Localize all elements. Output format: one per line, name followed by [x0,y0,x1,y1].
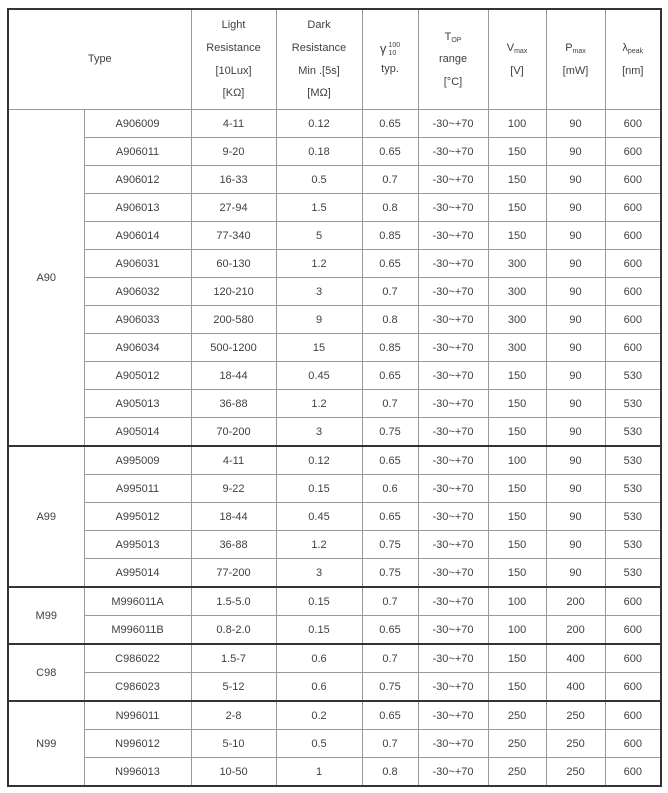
dark-resistance-cell: 1.2 [276,531,362,559]
part-number-cell: A995012 [84,503,191,531]
part-number-cell: A995009 [84,446,191,475]
table-row [8,559,661,588]
gamma-cell: 0.85 [362,222,418,250]
top-range-cell: -30~+70 [418,701,488,730]
vmax-cell: 250 [488,758,546,787]
pmax-cell: 90 [546,531,605,559]
lambda-peak-cell: 600 [605,758,661,787]
col-pmax: $P_{max}$ [mW] [546,9,605,110]
part-number-cell: N996013 [84,758,191,787]
pmax-cell: 90 [546,138,605,166]
pmax-cell: 90 [546,446,605,475]
top-range-cell: -30~+70 [418,194,488,222]
top-range-cell: -30~+70 [418,503,488,531]
lambda-peak-cell: 600 [605,166,661,194]
light-resistance-cell: 0.8-2.0 [191,616,276,645]
vmax-cell: 150 [488,138,546,166]
lambda-peak-cell: 600 [605,222,661,250]
vmax-cell: 150 [488,559,546,588]
light-resistance-cell: 4-11 [191,110,276,138]
table-row [8,446,661,475]
top-range-cell: -30~+70 [418,673,488,702]
type-group-cell: A90 [8,110,84,447]
table-body [8,110,661,787]
vmax-cell: 100 [488,446,546,475]
vmax-cell: 150 [488,166,546,194]
pmax-cell: 90 [546,390,605,418]
light-resistance-cell: 18-44 [191,503,276,531]
part-number-cell: M996011A [84,587,191,616]
gamma-cell: 0.65 [362,362,418,390]
table-row [8,390,661,418]
part-number-cell: A906013 [84,194,191,222]
top-range-cell: -30~+70 [418,418,488,447]
top-range-cell: -30~+70 [418,110,488,138]
dark-resistance-cell: 1.2 [276,250,362,278]
vmax-cell: 100 [488,587,546,616]
part-number-cell: A906011 [84,138,191,166]
col-lambda-peak: $\lambda_{peak}$ [nm] [605,9,661,110]
light-resistance-cell: 9-20 [191,138,276,166]
specs-table [7,8,662,787]
part-number-cell: A905014 [84,418,191,447]
part-number-cell: A906014 [84,222,191,250]
gamma-cell: 0.65 [362,138,418,166]
light-resistance-cell: 36-88 [191,390,276,418]
lambda-peak-cell: 600 [605,730,661,758]
part-number-cell: A906009 [84,110,191,138]
pmax-cell: 90 [546,250,605,278]
vmax-cell: 150 [488,362,546,390]
light-resistance-cell: 10-50 [191,758,276,787]
pmax-cell: 90 [546,503,605,531]
part-number-cell: N996011 [84,701,191,730]
dark-resistance-cell: 0.6 [276,673,362,702]
light-resistance-cell: 5-10 [191,730,276,758]
dark-resistance-cell: 0.5 [276,730,362,758]
top-range-cell: -30~+70 [418,559,488,588]
dark-resistance-cell: 0.45 [276,362,362,390]
gamma-cell: 0.7 [362,166,418,194]
table-row [8,503,661,531]
part-number-cell: A906032 [84,278,191,306]
light-resistance-cell: 60-130 [191,250,276,278]
pmax-cell: 90 [546,362,605,390]
top-range-cell: -30~+70 [418,334,488,362]
light-resistance-cell: 77-200 [191,559,276,588]
dark-resistance-cell: 9 [276,306,362,334]
lambda-peak-cell: 600 [605,587,661,616]
top-range-cell: -30~+70 [418,278,488,306]
part-number-cell: C986022 [84,644,191,673]
top-range-cell: -30~+70 [418,362,488,390]
lambda-peak-cell: 600 [605,334,661,362]
light-resistance-cell: 1.5-7 [191,644,276,673]
vmax-cell: 100 [488,616,546,645]
lambda-peak-cell: 530 [605,475,661,503]
table-row [8,587,661,616]
gamma-cell: 0.85 [362,334,418,362]
part-number-cell: A906031 [84,250,191,278]
gamma-cell: 0.8 [362,758,418,787]
table-row [8,418,661,447]
header-row [8,9,661,110]
vmax-cell: 300 [488,306,546,334]
pmax-cell: 250 [546,730,605,758]
type-group-cell: C98 [8,644,84,701]
table-row [8,306,661,334]
table-row [8,194,661,222]
light-resistance-cell: 2-8 [191,701,276,730]
table-row [8,701,661,730]
type-group-cell: N99 [8,701,84,786]
datasheet-page [0,8,668,793]
gamma-symbol: γ 100 10 [379,40,401,57]
gamma-cell: 0.65 [362,250,418,278]
lambda-peak-cell: 600 [605,110,661,138]
vmax-cell: 150 [488,531,546,559]
type-group-cell: M99 [8,587,84,644]
gamma-cell: 0.7 [362,730,418,758]
table-row [8,166,661,194]
col-dark-resistance: Dark Resistance Min .[5s] [MΩ] [276,9,362,110]
table-row [8,250,661,278]
gamma-cell: 0.65 [362,503,418,531]
dark-resistance-cell: 0.15 [276,616,362,645]
top-range-cell: -30~+70 [418,166,488,194]
table-row [8,730,661,758]
dark-resistance-cell: 0.12 [276,446,362,475]
pmax-cell: 250 [546,701,605,730]
pmax-cell: 400 [546,644,605,673]
lambda-peak-cell: 600 [605,616,661,645]
lambda-peak-cell: 600 [605,673,661,702]
pmax-cell: 90 [546,559,605,588]
pmax-cell: 90 [546,278,605,306]
gamma-cell: 0.65 [362,446,418,475]
table-row [8,138,661,166]
col-vmax: $V_{max}$ [V] [488,9,546,110]
vmax-cell: 150 [488,222,546,250]
gamma-cell: 0.7 [362,390,418,418]
light-resistance-cell: 5-12 [191,673,276,702]
dark-resistance-cell: 1 [276,758,362,787]
pmax-cell: 90 [546,334,605,362]
top-range-cell: -30~+70 [418,138,488,166]
light-resistance-cell: 27-94 [191,194,276,222]
lambda-peak-cell: 600 [605,306,661,334]
light-resistance-cell: 1.5-5.0 [191,587,276,616]
top-range-cell: -30~+70 [418,446,488,475]
gamma-cell: 0.8 [362,194,418,222]
pmax-cell: 90 [546,418,605,447]
dark-resistance-cell: 0.18 [276,138,362,166]
pmax-cell: 200 [546,616,605,645]
lambda-peak-cell: 600 [605,644,661,673]
gamma-cell: 0.7 [362,587,418,616]
dark-resistance-cell: 0.6 [276,644,362,673]
table-row [8,673,661,702]
part-number-cell: N996012 [84,730,191,758]
part-number-cell: A995014 [84,559,191,588]
lambda-peak-cell: 530 [605,503,661,531]
lambda-peak-cell: 530 [605,531,661,559]
lambda-peak-cell: 600 [605,278,661,306]
table-row [8,222,661,250]
gamma-cell: 0.65 [362,701,418,730]
lambda-peak-cell: 600 [605,250,661,278]
gamma-typ-label: typ. [381,62,399,75]
table-row [8,334,661,362]
vmax-cell: 300 [488,334,546,362]
top-range-cell: -30~+70 [418,644,488,673]
lambda-peak-cell: 530 [605,362,661,390]
light-resistance-cell: 18-44 [191,362,276,390]
part-number-cell: A905012 [84,362,191,390]
dark-resistance-cell: 3 [276,418,362,447]
lambda-peak-cell: 530 [605,446,661,475]
top-range-cell: -30~+70 [418,730,488,758]
table-row [8,475,661,503]
lambda-peak-cell: 530 [605,390,661,418]
dark-resistance-cell: 15 [276,334,362,362]
part-number-cell: A906033 [84,306,191,334]
pmax-cell: 90 [546,166,605,194]
dark-resistance-cell: 1.2 [276,390,362,418]
part-number-cell: A905013 [84,390,191,418]
vmax-cell: 150 [488,194,546,222]
part-number-cell: A906034 [84,334,191,362]
vmax-cell: 250 [488,701,546,730]
light-resistance-cell: 77-340 [191,222,276,250]
lambda-peak-cell: 600 [605,701,661,730]
dark-resistance-cell: 3 [276,559,362,588]
vmax-cell: 150 [488,475,546,503]
top-range-cell: -30~+70 [418,390,488,418]
top-range-cell: -30~+70 [418,587,488,616]
vmax-cell: 150 [488,673,546,702]
vmax-cell: 150 [488,390,546,418]
gamma-cell: 0.65 [362,616,418,645]
light-resistance-cell: 500-1200 [191,334,276,362]
dark-resistance-cell: 0.15 [276,475,362,503]
vmax-cell: 250 [488,730,546,758]
part-number-cell: A906012 [84,166,191,194]
dark-resistance-cell: 0.15 [276,587,362,616]
top-range-cell: -30~+70 [418,616,488,645]
pmax-cell: 90 [546,222,605,250]
light-resistance-cell: 4-11 [191,446,276,475]
vmax-cell: 150 [488,644,546,673]
pmax-cell: 90 [546,194,605,222]
col-type: Type [8,9,191,110]
table-row [8,758,661,787]
pmax-cell: 90 [546,475,605,503]
top-range-cell: -30~+70 [418,222,488,250]
gamma-cell: 0.75 [362,673,418,702]
gamma-cell: 0.7 [362,278,418,306]
col-light-resistance: Light Resistance [10Lux] [KΩ] [191,9,276,110]
pmax-cell: 250 [546,758,605,787]
lambda-peak-cell: 530 [605,559,661,588]
top-range-cell: -30~+70 [418,250,488,278]
top-range-cell: -30~+70 [418,475,488,503]
vmax-cell: 150 [488,503,546,531]
lambda-peak-cell: 530 [605,418,661,447]
part-number-cell: A995013 [84,531,191,559]
table-header [8,9,661,110]
pmax-cell: 200 [546,587,605,616]
lambda-peak-cell: 600 [605,138,661,166]
vmax-cell: 300 [488,250,546,278]
table-row [8,616,661,645]
col-gamma [362,9,418,110]
light-resistance-cell: 200-580 [191,306,276,334]
table-row [8,278,661,306]
pmax-cell: 400 [546,673,605,702]
dark-resistance-cell: 3 [276,278,362,306]
light-resistance-cell: 9-22 [191,475,276,503]
gamma-cell: 0.65 [362,110,418,138]
table-row [8,362,661,390]
table-row [8,110,661,138]
part-number-cell: C986023 [84,673,191,702]
part-number-cell: M996011B [84,616,191,645]
gamma-cell: 0.75 [362,418,418,447]
table-row [8,644,661,673]
vmax-cell: 300 [488,278,546,306]
table-row [8,531,661,559]
gamma-cell: 0.8 [362,306,418,334]
vmax-cell: 150 [488,418,546,447]
light-resistance-cell: 120-210 [191,278,276,306]
dark-resistance-cell: 0.5 [276,166,362,194]
gamma-cell: 0.75 [362,559,418,588]
light-resistance-cell: 70-200 [191,418,276,447]
type-group-cell: A99 [8,446,84,587]
col-top-range: $T_{OP}$ range [°C] [418,9,488,110]
top-range-cell: -30~+70 [418,758,488,787]
light-resistance-cell: 36-88 [191,531,276,559]
dark-resistance-cell: 0.12 [276,110,362,138]
dark-resistance-cell: 1.5 [276,194,362,222]
part-number-cell: A995011 [84,475,191,503]
dark-resistance-cell: 0.2 [276,701,362,730]
dark-resistance-cell: 0.45 [276,503,362,531]
vmax-cell: 100 [488,110,546,138]
gamma-cell: 0.6 [362,475,418,503]
gamma-cell: 0.7 [362,644,418,673]
lambda-peak-cell: 600 [605,194,661,222]
pmax-cell: 90 [546,110,605,138]
light-resistance-cell: 16-33 [191,166,276,194]
gamma-cell: 0.75 [362,531,418,559]
top-range-cell: -30~+70 [418,531,488,559]
dark-resistance-cell: 5 [276,222,362,250]
pmax-cell: 90 [546,306,605,334]
top-range-cell: -30~+70 [418,306,488,334]
